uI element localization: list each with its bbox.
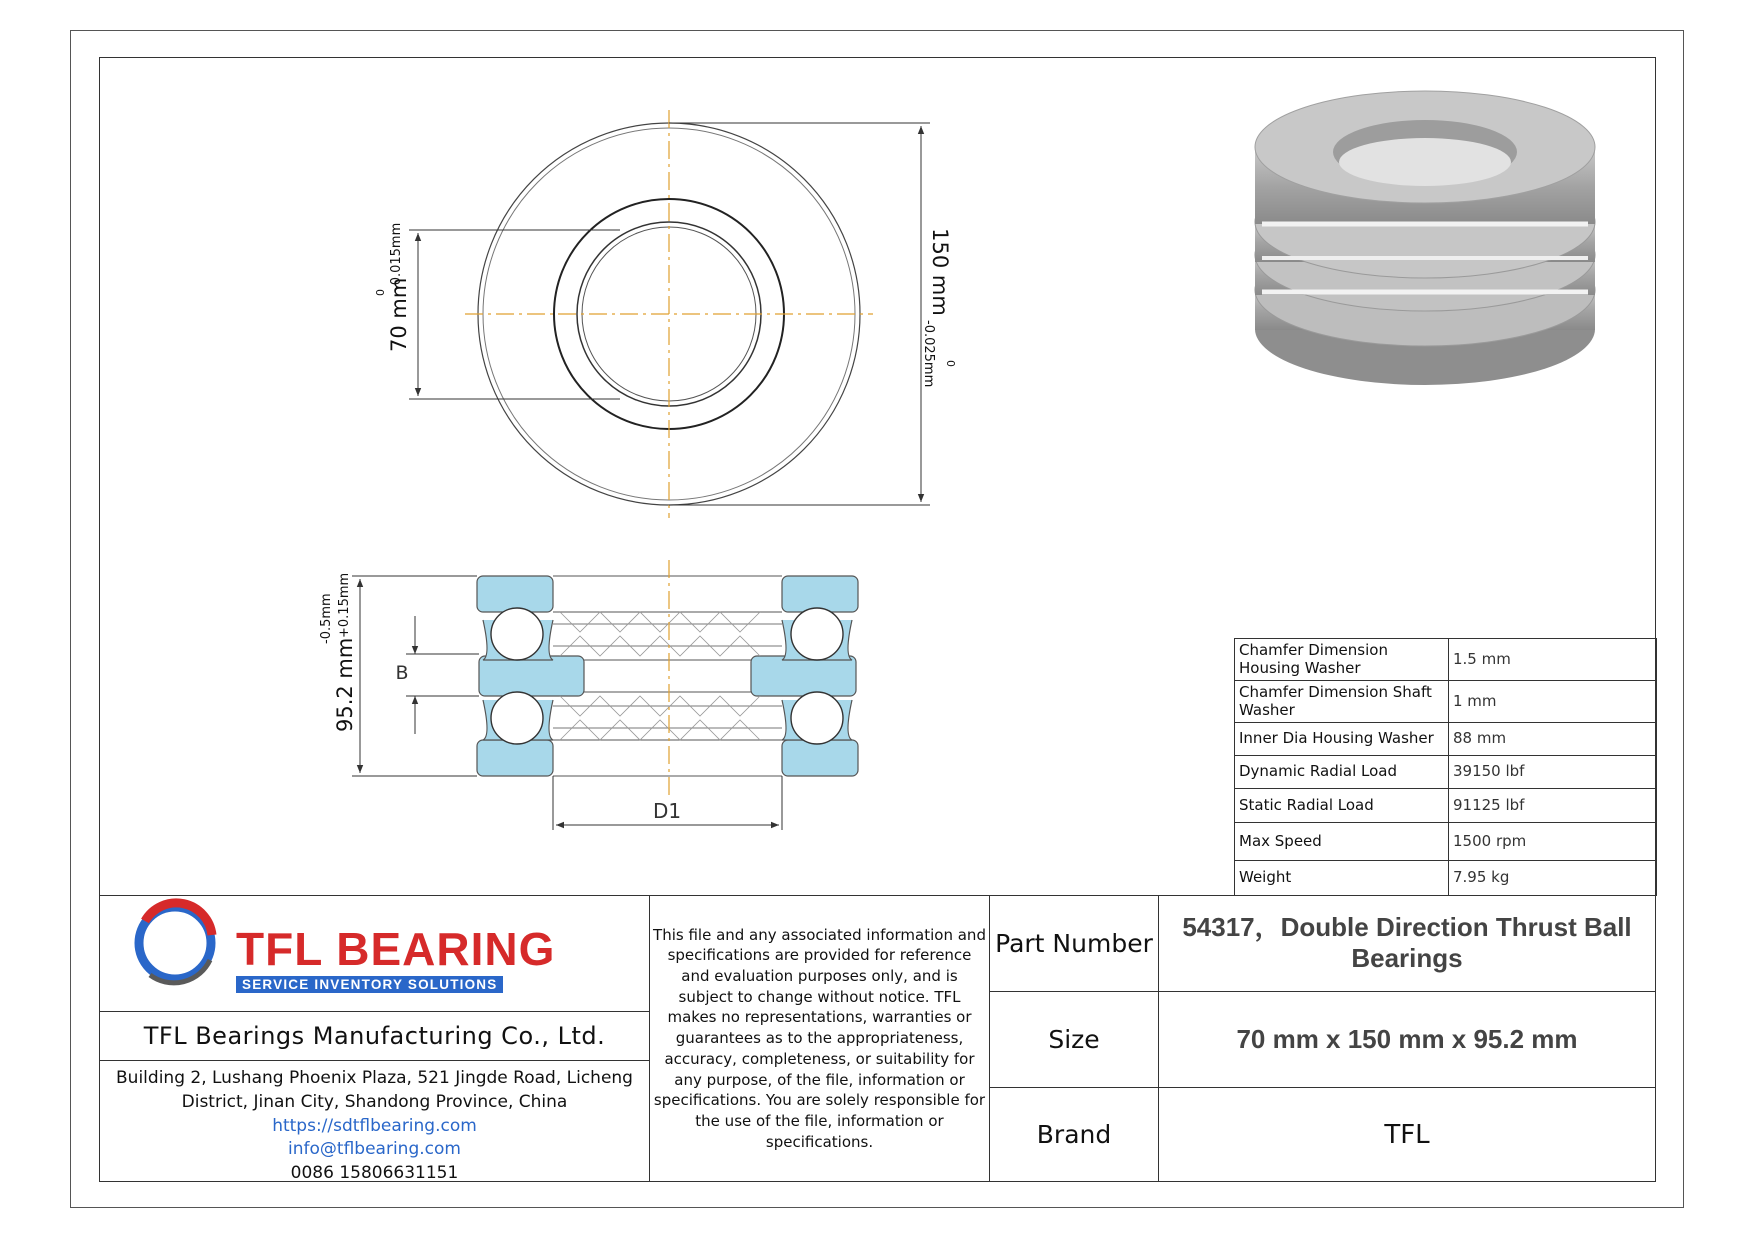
outer-tol-upper: 0 (944, 360, 957, 367)
d1-dimension-label: D1 (652, 799, 682, 823)
spec-value: 1500 rpm (1449, 823, 1657, 861)
spec-label: Inner Dia Housing Washer (1235, 723, 1449, 756)
bearing-3d-render (1255, 91, 1595, 385)
inner-tol-lower: -0.015mm (389, 222, 404, 290)
spec-row (1235, 861, 1657, 896)
address-cell (99, 1060, 650, 1182)
company-cell (99, 1011, 650, 1061)
disclaimer-text: This file and any associated information and specifications are provided for reference and evaluation purposes only, and is subject to change without notice. TFL makes no representations, warranties or guarantees as to the appropriateness, accuracy, completeness, or suitability for any purpose, of the file, information or specifications. You are solely responsible for the use of the file, information or specifications. (653, 925, 986, 1151)
spec-value: 1 mm (1449, 681, 1657, 723)
part-number-label-cell (989, 895, 1159, 992)
top-view (409, 110, 930, 518)
b-dimension-label: B (395, 662, 409, 684)
company-name: TFL Bearings Manufacturing Co., Ltd. (143, 1022, 606, 1050)
section-view (352, 560, 858, 830)
height-dimension (319, 573, 357, 732)
spec-row (1235, 756, 1657, 789)
spec-label: Chamfer Dimension Housing Washer (1235, 639, 1449, 681)
spec-row (1235, 681, 1657, 723)
spec-table (1234, 638, 1657, 896)
size-label-cell (989, 991, 1159, 1088)
inner-tol-upper: 0 (374, 289, 387, 296)
spec-value: 91125 lbf (1449, 789, 1657, 823)
spec-label: Static Radial Load (1235, 789, 1449, 823)
spec-label: Chamfer Dimension Shaft Washer (1235, 681, 1449, 723)
part-number-value-cell (1158, 895, 1656, 992)
size-label: Size (1048, 1025, 1100, 1054)
size-value: 70 mm x 150 mm x 95.2 mm (1236, 1024, 1578, 1054)
spec-label: Dynamic Radial Load (1235, 756, 1449, 789)
spec-row (1235, 789, 1657, 823)
spec-label: Weight (1235, 861, 1449, 896)
inner-dim-value: 70 mm (387, 277, 411, 352)
company-website[interactable]: https://sdtflbearing.com (272, 1115, 477, 1136)
spec-value: 39150 lbf (1449, 756, 1657, 789)
spec-row (1235, 823, 1657, 861)
brand-label: Brand (1036, 1120, 1112, 1149)
brand-value-cell (1158, 1087, 1656, 1182)
height-tol-upper: +0.15mm (337, 572, 352, 638)
disclaimer-cell (649, 895, 990, 1182)
svg-text:150 mm (928, 228, 952, 316)
company-phone: 0086 15806631151 (290, 1163, 459, 1184)
logo-tagline: SERVICE INVENTORY SOLUTIONS (236, 976, 503, 993)
logo-cell (99, 895, 650, 1012)
spec-row (1235, 723, 1657, 756)
spec-value: 7.95 kg (1449, 861, 1657, 896)
part-number-value: 54317，Double Direction Thrust Ball Bearings (1182, 912, 1632, 974)
brand-label-cell (989, 1087, 1159, 1182)
part-number-label: Part Number (995, 929, 1153, 958)
brand-value: TFL (1384, 1119, 1430, 1150)
height-tol-lower: -0.5mm (319, 593, 334, 644)
company-address: Building 2, Lushang Phoenix Plaza, 521 Jingde Road, Licheng District, Jinan City, Shandong Province, China (116, 1068, 633, 1112)
height-dim-value: 95.2 mm (333, 637, 357, 732)
size-value-cell (1158, 991, 1656, 1088)
outer-dim-value: 150 mm (928, 228, 952, 316)
inner-diameter-dimension (374, 223, 411, 352)
spec-row (1235, 639, 1657, 681)
spec-label: Max Speed (1235, 823, 1449, 861)
outer-diameter-dimension (921, 228, 957, 387)
spec-value: 88 mm (1449, 723, 1657, 756)
spec-value: 1.5 mm (1449, 639, 1657, 681)
logo-text: TFL BEARING (236, 923, 556, 975)
outer-tol-lower: -0.025mm (921, 320, 936, 388)
company-email[interactable]: info@tflbearing.com (288, 1139, 461, 1160)
